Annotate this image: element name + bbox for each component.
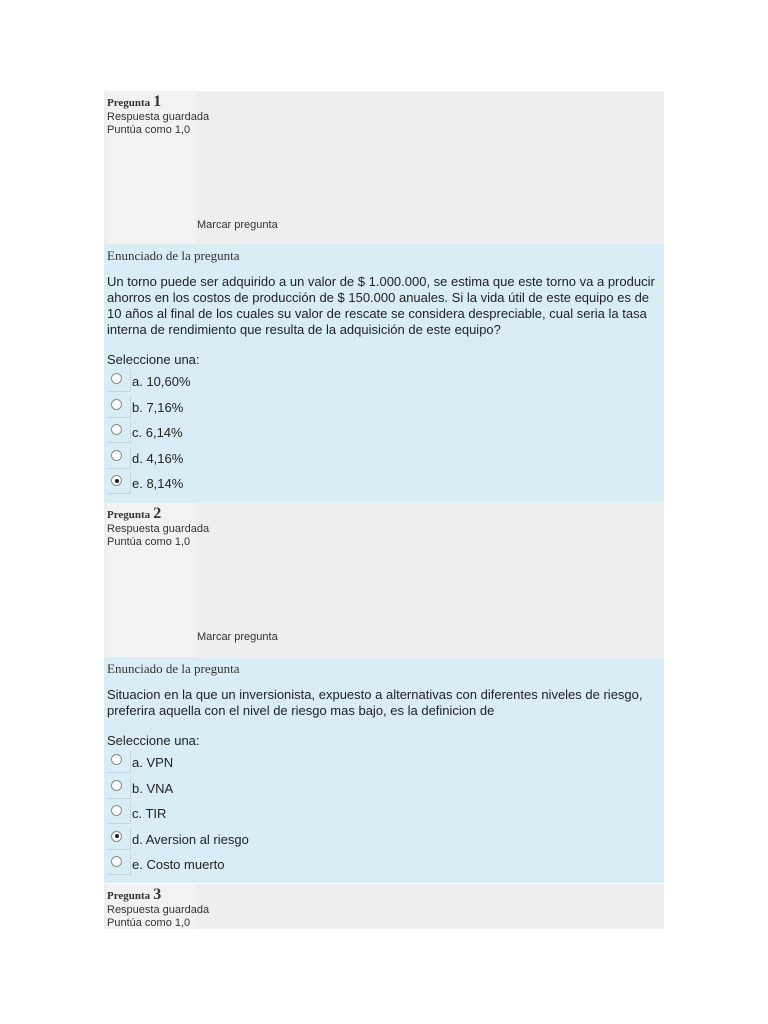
radio-cell <box>107 802 131 824</box>
answer-option-b[interactable] <box>107 398 660 424</box>
answer-prompt: Seleccione una: <box>107 733 200 748</box>
answer-option-label[interactable]: d. Aversion al riesgo <box>132 831 249 847</box>
question-1 <box>104 91 664 503</box>
radio-cell <box>107 472 131 494</box>
answer-option-b[interactable] <box>107 779 660 805</box>
answer-option-a[interactable] <box>107 372 660 398</box>
question-info <box>104 91 664 244</box>
question-info <box>104 503 664 657</box>
answer-option-label[interactable]: a. 10,60% <box>132 374 191 389</box>
question-2 <box>104 503 664 883</box>
answer-option-label[interactable]: c. 6,14% <box>132 425 183 440</box>
answer-option-label[interactable]: e. 8,14% <box>132 476 184 491</box>
question-grade: Puntúa como 1,0 <box>107 917 191 929</box>
question-state: Respuesta guardada <box>107 523 210 535</box>
radio-button-selected[interactable] <box>111 475 122 486</box>
radio-button[interactable] <box>111 754 122 765</box>
question-state: Respuesta guardada <box>107 904 210 916</box>
answer-option-label[interactable]: c. TIR <box>132 806 167 821</box>
question-heading-word: Pregunta <box>107 97 151 109</box>
answer-option-label[interactable]: d. 4,16% <box>132 450 184 466</box>
radio-cell <box>107 751 131 773</box>
flag-question-link[interactable]: Marcar pregunta <box>197 631 278 643</box>
radio-cell <box>107 447 131 469</box>
question-grade: Puntúa como 1,0 <box>107 536 191 548</box>
radio-button-selected[interactable] <box>111 831 122 842</box>
answer-option-d[interactable] <box>107 830 660 856</box>
radio-cell <box>107 828 131 850</box>
answer-option-d[interactable] <box>107 449 660 475</box>
question-heading-word: Pregunta <box>107 509 151 521</box>
question-content <box>104 657 664 883</box>
answer-option-label[interactable]: b. VNA <box>132 780 174 796</box>
answer-option-e[interactable] <box>107 474 660 500</box>
question-content-title: Enunciado de la pregunta <box>107 661 240 676</box>
question-grade: Puntúa como 1,0 <box>107 124 191 136</box>
answer-option-label[interactable]: b. 7,16% <box>132 399 184 415</box>
radio-button[interactable] <box>111 450 122 461</box>
radio-button[interactable] <box>111 805 122 816</box>
question-text: Situacion en la que un inversionista, expuesto a alternativas con diferentes niveles de riesgo, preferira aquella con el nivel de riesgo mas bajo, es la definicion de <box>107 687 643 718</box>
radio-button[interactable] <box>111 399 122 410</box>
answer-option-c[interactable] <box>107 423 660 449</box>
radio-button[interactable] <box>111 373 122 384</box>
radio-button[interactable] <box>111 856 122 867</box>
radio-cell <box>107 777 131 799</box>
question-text: Un torno puede ser adquirido a un valor de $ 1.000.000, se estima que este torno va a producir ahorros en los costos de producción de $ 150.000 anuales. Si la vida útil de este equipo es de 10 años al final de los cuales su valor de rescate se considera despreciable, cual seria la tasa interna de rendimiento que resulta de la adquisición de este equipo? <box>107 274 655 337</box>
answer-prompt: Seleccione una: <box>107 352 200 367</box>
question-heading-word: Pregunta <box>107 890 151 902</box>
radio-cell <box>107 396 131 418</box>
answer-option-e[interactable] <box>107 855 660 881</box>
question-number-value: 2 <box>153 505 162 522</box>
radio-cell <box>107 421 131 443</box>
question-content-title: Enunciado de la pregunta <box>107 248 240 263</box>
radio-cell <box>107 370 131 392</box>
radio-cell <box>107 853 131 875</box>
radio-button[interactable] <box>111 780 122 791</box>
answer-option-c[interactable] <box>107 804 660 830</box>
flag-question-link[interactable]: Marcar pregunta <box>197 219 278 231</box>
question-number-value: 3 <box>153 886 162 903</box>
answer-option-a[interactable] <box>107 753 660 779</box>
question-number-value: 1 <box>153 93 162 110</box>
answer-option-label[interactable]: a. VPN <box>132 755 174 770</box>
answer-option-label[interactable]: e. Costo muerto <box>132 857 225 872</box>
question-3 <box>104 884 664 929</box>
question-number <box>107 93 161 111</box>
question-number <box>107 886 161 904</box>
question-info <box>104 884 664 929</box>
radio-button[interactable] <box>111 424 122 435</box>
question-number <box>107 505 161 523</box>
question-content <box>104 244 664 503</box>
question-state: Respuesta guardada <box>107 111 210 123</box>
